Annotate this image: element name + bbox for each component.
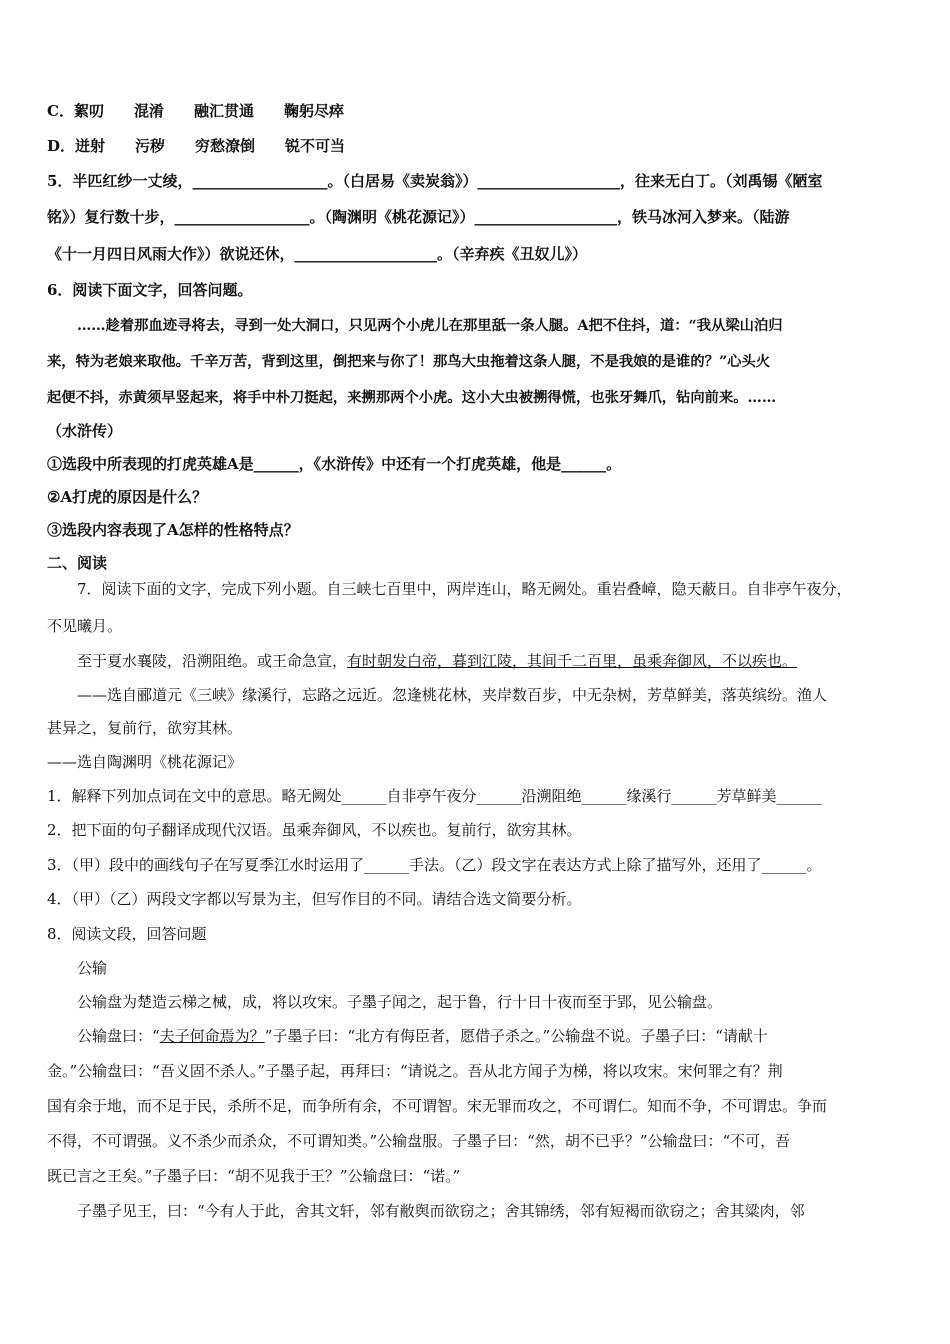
q8-paragraph-line: 国有余于地，而不足于民，杀所不足，而争所有余，不可谓智。宋无罪而攻之，不可谓仁。知而不争，不可谓忠。争而 xyxy=(47,1097,828,1115)
q7-question-1: 1．解释下列加点词在文中的意思。略无阙处______自非亭午夜分______沿溯阻绝______缘溪行______芳草鲜美______ xyxy=(47,787,822,805)
q6-sub-2: ②A打虎的原因是什么？ xyxy=(47,488,208,506)
option-d: D．迸射 污秽 穷愁潦倒 锐不可当 xyxy=(47,137,346,155)
q8-paragraph-2: 公输盘曰：“夫子何命焉为？”子墨子曰：“北方有侮臣者，愿借子杀之。”公输盘不说。子墨子曰：“请献十 xyxy=(77,1027,768,1045)
q8-heading: 8．阅读文段，回答问题 xyxy=(47,925,207,943)
q7-passage-b: ——选自郦道元《三峡》缘溪行，忘路之远近。忽逢桃花林，夹岸数百步，中无杂树，芳草鲜美，落英缤纷。渔人 xyxy=(77,686,828,704)
q5-line-1: 5．半匹红纱一丈绫，__________________。（白居易《卖炭翁》）___________________，往来无白丁。（刘禹锡《陋室 xyxy=(47,172,823,190)
q6-passage-line: 起便不抖，赤黄须早竖起来，将手中朴刀挺起，来搠那两个小虎。这小大虫被搠得慌，也张牙舞爪，钻向前来。…… xyxy=(47,390,777,406)
q7-question-3: 3．（甲）段中的画线句子在写夏季江水时运用了______手法。（乙）段文字在表达方式上除了描写外，还用了______。 xyxy=(47,856,822,874)
section-heading: 二、阅读 xyxy=(47,554,108,572)
q7-passage-a: 至于夏水襄陵，沿溯阻绝。或王命急宣，有时朝发白帝，暮到江陵，其间千二百里，虽乘奔御风，不以疾也。 xyxy=(77,652,798,670)
underlined-phrase: 夫子何命焉为？ xyxy=(159,1027,265,1045)
q8-paragraph-line: 不得，不可谓强。义不杀少而杀众，不可谓知类。”公输盘服。子墨子曰：“然，胡不已乎？”公输盘曰：“不可，吾 xyxy=(47,1132,791,1150)
q5-line-3: 《十一月四日风雨大作》）欲说还休，___________________。（辛弃疾《丑奴儿》） xyxy=(47,245,588,263)
q8-paragraph-1: 公输盘为楚造云梯之械，成，将以攻宋。子墨子闻之，起于鲁，行十日十夜而至于郢，见公输盘。 xyxy=(77,993,723,1011)
q7-question-4: 4．（甲）（乙）两段文字都以写景为主，但写作目的不同。请结合选文简要分析。 xyxy=(47,890,582,908)
q8-title: 公输 xyxy=(77,959,108,977)
q8-paragraph-3: 子墨子见王，曰：“今有人于此，舍其文轩，邻有敝舆而欲窃之；舍其锦绣，邻有短褐而欲窃之；舍其粱肉，邻 xyxy=(77,1202,805,1220)
q6-heading: 6．阅读下面文字，回答问题。 xyxy=(47,281,253,299)
option-c: C．絮叨 混淆 融汇贯通 鞠躬尽瘁 xyxy=(47,102,344,120)
q5-line-2: 铭》）复行数十步，__________________。（陶渊明《桃花源记》）___________________，铁马冰河入梦来。（陆游 xyxy=(47,208,790,226)
q8-paragraph-line: 金。”公输盘曰：“吾义固不杀人。”子墨子起，再拜曰：“请说之。吾从北方闻子为梯，将以攻宋。宋何罪之有？荆 xyxy=(47,1062,783,1080)
q6-passage-line: 来，特为老娘来取他。千辛万苦，背到这里，倒把来与你了！那鸟大虫拖着这条人腿，不是我娘的是谁的？”心头火 xyxy=(47,354,771,370)
q8-paragraph-line: 既已言之王矣。”子墨子曰：“胡不见我于王？”公输盘曰：“诺。” xyxy=(47,1167,461,1185)
q7-passage-b-cont: 甚异之，复前行，欲穷其林。 xyxy=(47,719,243,737)
q7-question-2: 2．把下面的句子翻译成现代汉语。虽乘奔御风，不以疾也。复前行，欲穷其林。 xyxy=(47,821,582,839)
q7-intro-cont: 不见曦月。 xyxy=(47,617,123,635)
q6-passage-line: ……趁着那血迹寻将去，寻到一处大洞口，只见两个小虎儿在那里舐一条人腿。A把不住抖，道：“我从梁山泊归 xyxy=(77,318,783,334)
q7-source-b: ——选自陶渊明《桃花源记》 xyxy=(47,753,243,771)
underlined-sentence: 有时朝发白帝，暮到江陵，其间千二百里，虽乘奔御风，不以疾也。 xyxy=(347,652,798,670)
q6-sub-1: ①选段中所表现的打虎英雄A是______，《水浒传》中还有一个打虎英雄，他是______。 xyxy=(47,455,622,473)
q6-source: （水浒传） xyxy=(47,422,123,440)
q6-sub-3: ③选段内容表现了A怎样的性格特点？ xyxy=(47,521,299,539)
q7-intro: 7．阅读下面的文字，完成下列小题。自三峡七百里中，两岸连山，略无阙处。重岩叠嶂，隐天蔽日。自非亭午夜分， xyxy=(77,580,852,598)
